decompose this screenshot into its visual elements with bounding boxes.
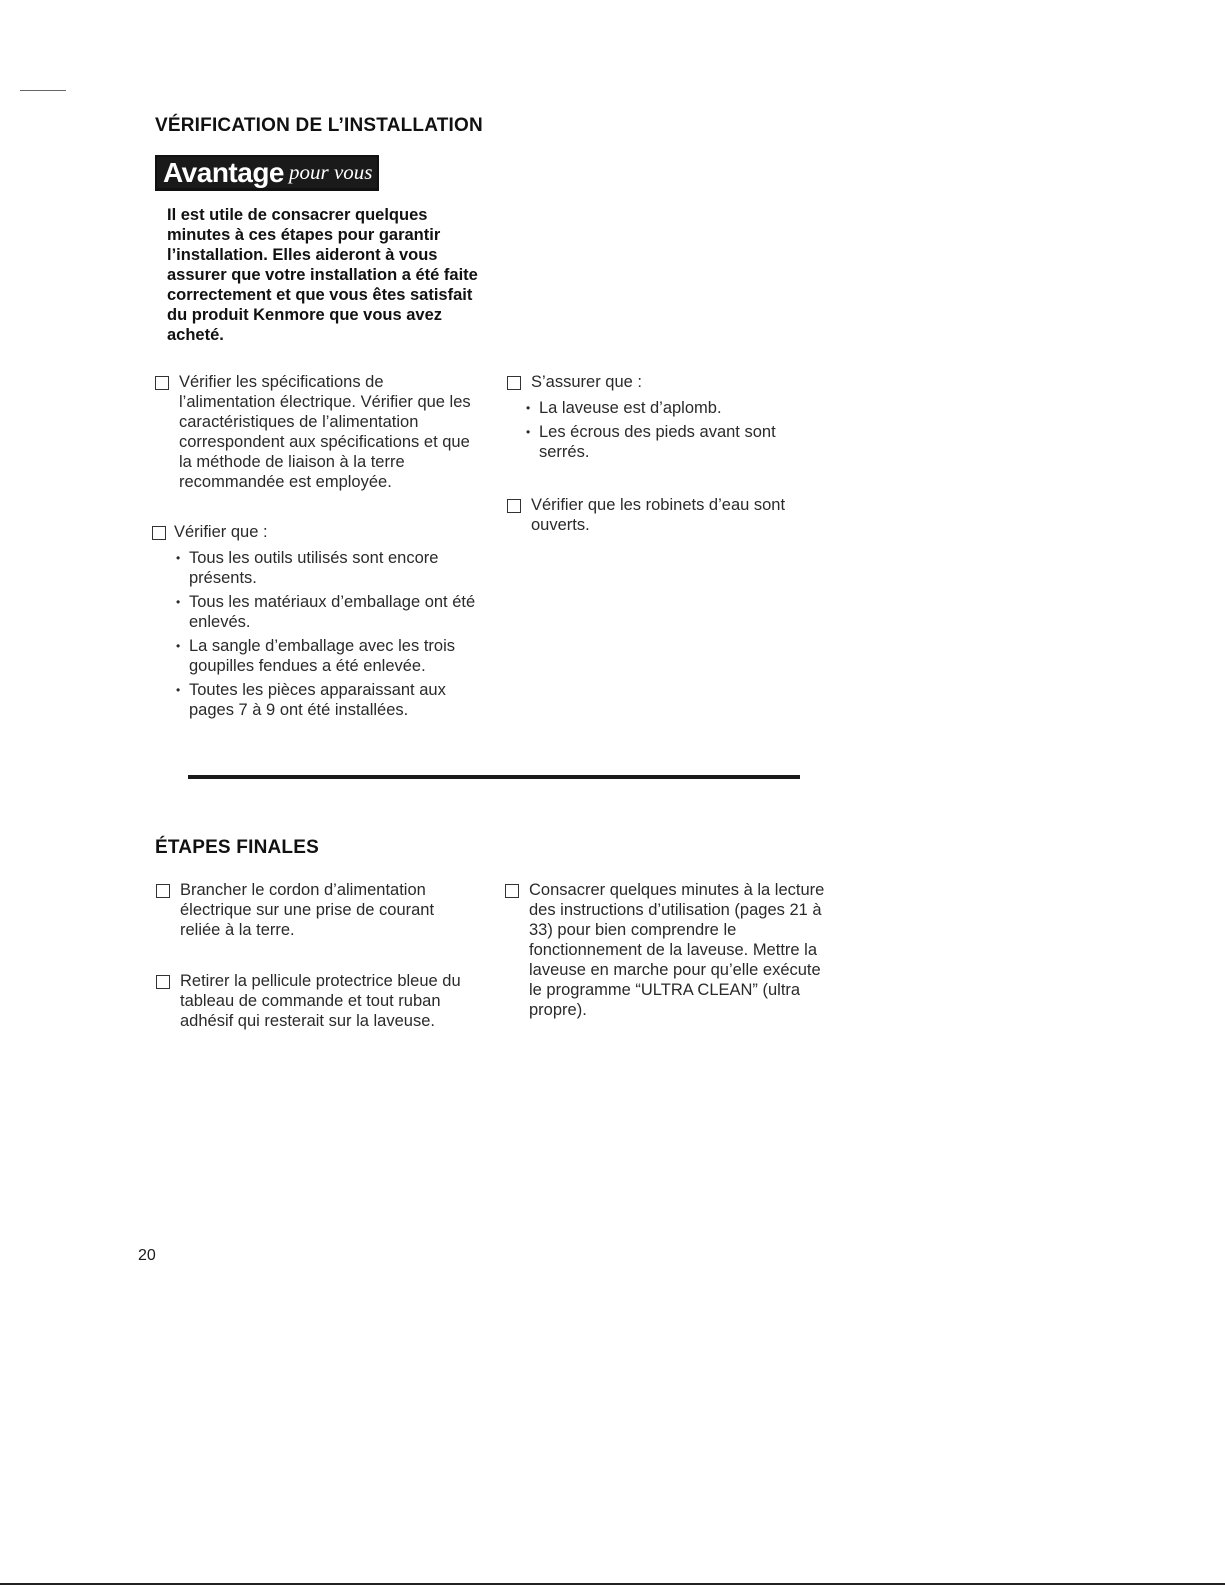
list-item: • La sangle d’emballage avec les trois goupilles fendues a été enlevée.: [176, 636, 486, 676]
corner-rule: [20, 90, 66, 91]
item-text: Brancher le cordon d’alimentation électrique sur une prise de courant reliée à la terre.: [180, 881, 435, 939]
checkbox-icon: [152, 526, 166, 540]
avantage-logo: [155, 155, 379, 191]
item-text: Vérifier les spécifications de l’alimentation électrique. Vérifier que les caractéristiques de l’alimentation correspondent aux spécifications et que la méthode de liaison à la terre recommandée est employée.: [179, 373, 471, 491]
checklist-item-remove-film: [156, 971, 491, 1031]
ensure-bullet-list: [526, 398, 826, 466]
list-item: • Tous les matériaux d’emballage ont été enlevés.: [176, 592, 486, 632]
checkbox-icon: [507, 499, 521, 513]
checklist-item-verify: [152, 522, 472, 542]
checklist-item-plug-in: [156, 880, 476, 940]
list-item: • Tous les outils utilisés sont encore présents.: [176, 548, 486, 588]
section-title-verification: VÉRIFICATION DE L’INSTALLATION: [155, 115, 483, 136]
checkbox-icon: [507, 376, 521, 390]
list-item: • Les écrous des pieds avant sont serrés.: [526, 422, 826, 462]
list-item: • Toutes les pièces apparaissant aux pages 7 à 9 ont été installées.: [176, 680, 486, 720]
item-text: S’assurer que :: [531, 373, 642, 391]
item-text: Consacrer quelques minutes à la lecture des instructions d’utilisation (pages 21 à 33) pour bien comprendre le fonctionnement de la laveuse. Mettre la laveuse en marche pour qu’elle exécute le programme “ULTRA CLEAN” (ultra propre).: [529, 881, 825, 1019]
section-title-final-steps: ÉTAPES FINALES: [155, 837, 319, 858]
checklist-item-ensure: [507, 372, 807, 392]
checkbox-icon: [505, 884, 519, 898]
section-divider: [188, 775, 800, 779]
verify-bullet-list: [176, 548, 486, 724]
list-item: • La laveuse est d’aplomb.: [526, 398, 826, 418]
page-number: 20: [138, 1247, 156, 1264]
item-text: Vérifier que les robinets d’eau sont ouverts.: [531, 496, 786, 534]
intro-paragraph: Il est utile de consacrer quelques minutes à ces étapes pour garantir l’installation. Elles aideront à vous assurer que votre installation a été faite correctement et que vous êtes satisfait du produit Kenmore que vous avez acheté.: [167, 206, 478, 344]
item-text: Retirer la pellicule protectrice bleue du tableau de commande et tout ruban adhésif qui resterait sur la laveuse.: [180, 972, 461, 1030]
item-text: Vérifier que :: [174, 523, 268, 541]
logo-word: Avantage: [163, 156, 285, 188]
checklist-item-read-instructions: [505, 880, 835, 1020]
checkbox-icon: [156, 975, 170, 989]
checklist-item-power-spec: [155, 372, 475, 492]
logo-tagline: pour vous: [289, 160, 373, 184]
checkbox-icon: [156, 884, 170, 898]
checkbox-icon: [155, 376, 169, 390]
checklist-item-water-taps: [507, 495, 817, 535]
